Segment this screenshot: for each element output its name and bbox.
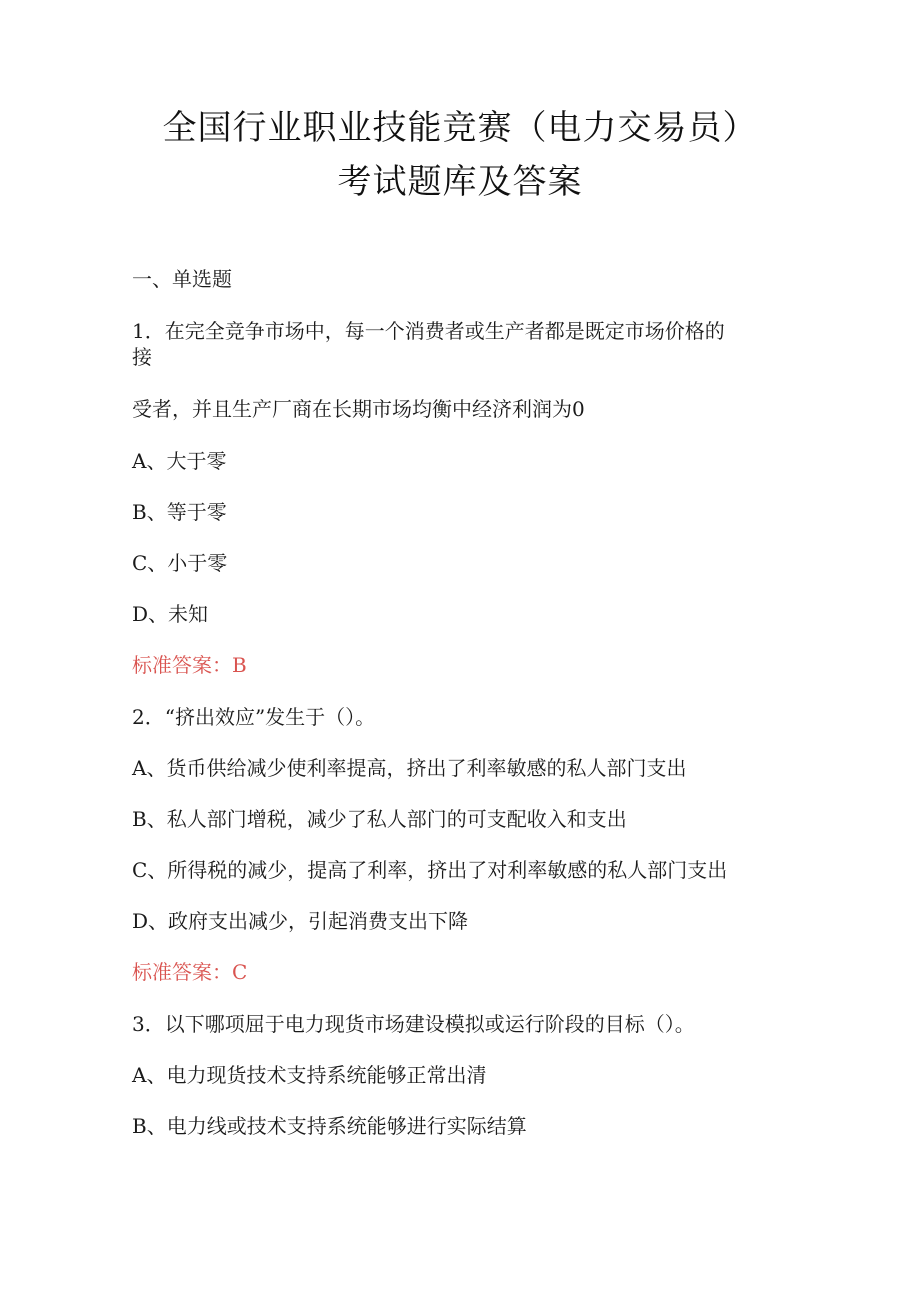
question-1-option-a: A、大于零 bbox=[132, 449, 227, 473]
question-1-option-b: B、等于零 bbox=[132, 500, 227, 524]
question-1-answer: 标准答案：B bbox=[132, 653, 247, 677]
question-2-option-b: B、私人部门增税，减少了私人部门的可支配收入和支出 bbox=[132, 807, 627, 831]
question-3-text: 3．以下哪项屈于电力现货市场建设模拟或运行阶段的目标（）。 bbox=[132, 1012, 695, 1036]
question-1-text-cont2: 受者，并且生产厂商在长期市场均衡中经济利润为0 bbox=[132, 397, 585, 421]
question-1-option-d: D、未知 bbox=[132, 602, 209, 626]
document-title-line1: 全国行业职业技能竞赛（电力交易员） bbox=[162, 108, 758, 148]
document-title-line2: 考试题库及答案 bbox=[337, 162, 583, 202]
question-1-text-cont: 接 bbox=[132, 345, 152, 369]
question-3-option-b: B、电力线或技术支持系统能够进行实际结算 bbox=[132, 1114, 527, 1138]
question-1-option-c: C、小于零 bbox=[132, 551, 228, 575]
question-3-option-a: A、电力现货技术支持系统能够正常出清 bbox=[132, 1063, 487, 1087]
question-2-option-a: A、货币供给减少使利率提高，挤出了利率敏感的私人部门支出 bbox=[132, 756, 687, 780]
question-1-text: 1．在完全竞争市场中，每一个消费者或生产者都是既定市场价格的 bbox=[132, 319, 725, 343]
question-2-answer: 标准答案：C bbox=[132, 960, 248, 984]
question-2-text: 2．“挤出效应”发生于（）。 bbox=[132, 705, 376, 729]
question-2-option-d: D、政府支出减少，引起消费支出下降 bbox=[132, 909, 469, 933]
section-heading: 一、单选题 bbox=[132, 267, 232, 291]
question-2-option-c: C、所得税的减少，提高了利率，挤出了对利率敏感的私人部门支出 bbox=[132, 858, 728, 882]
